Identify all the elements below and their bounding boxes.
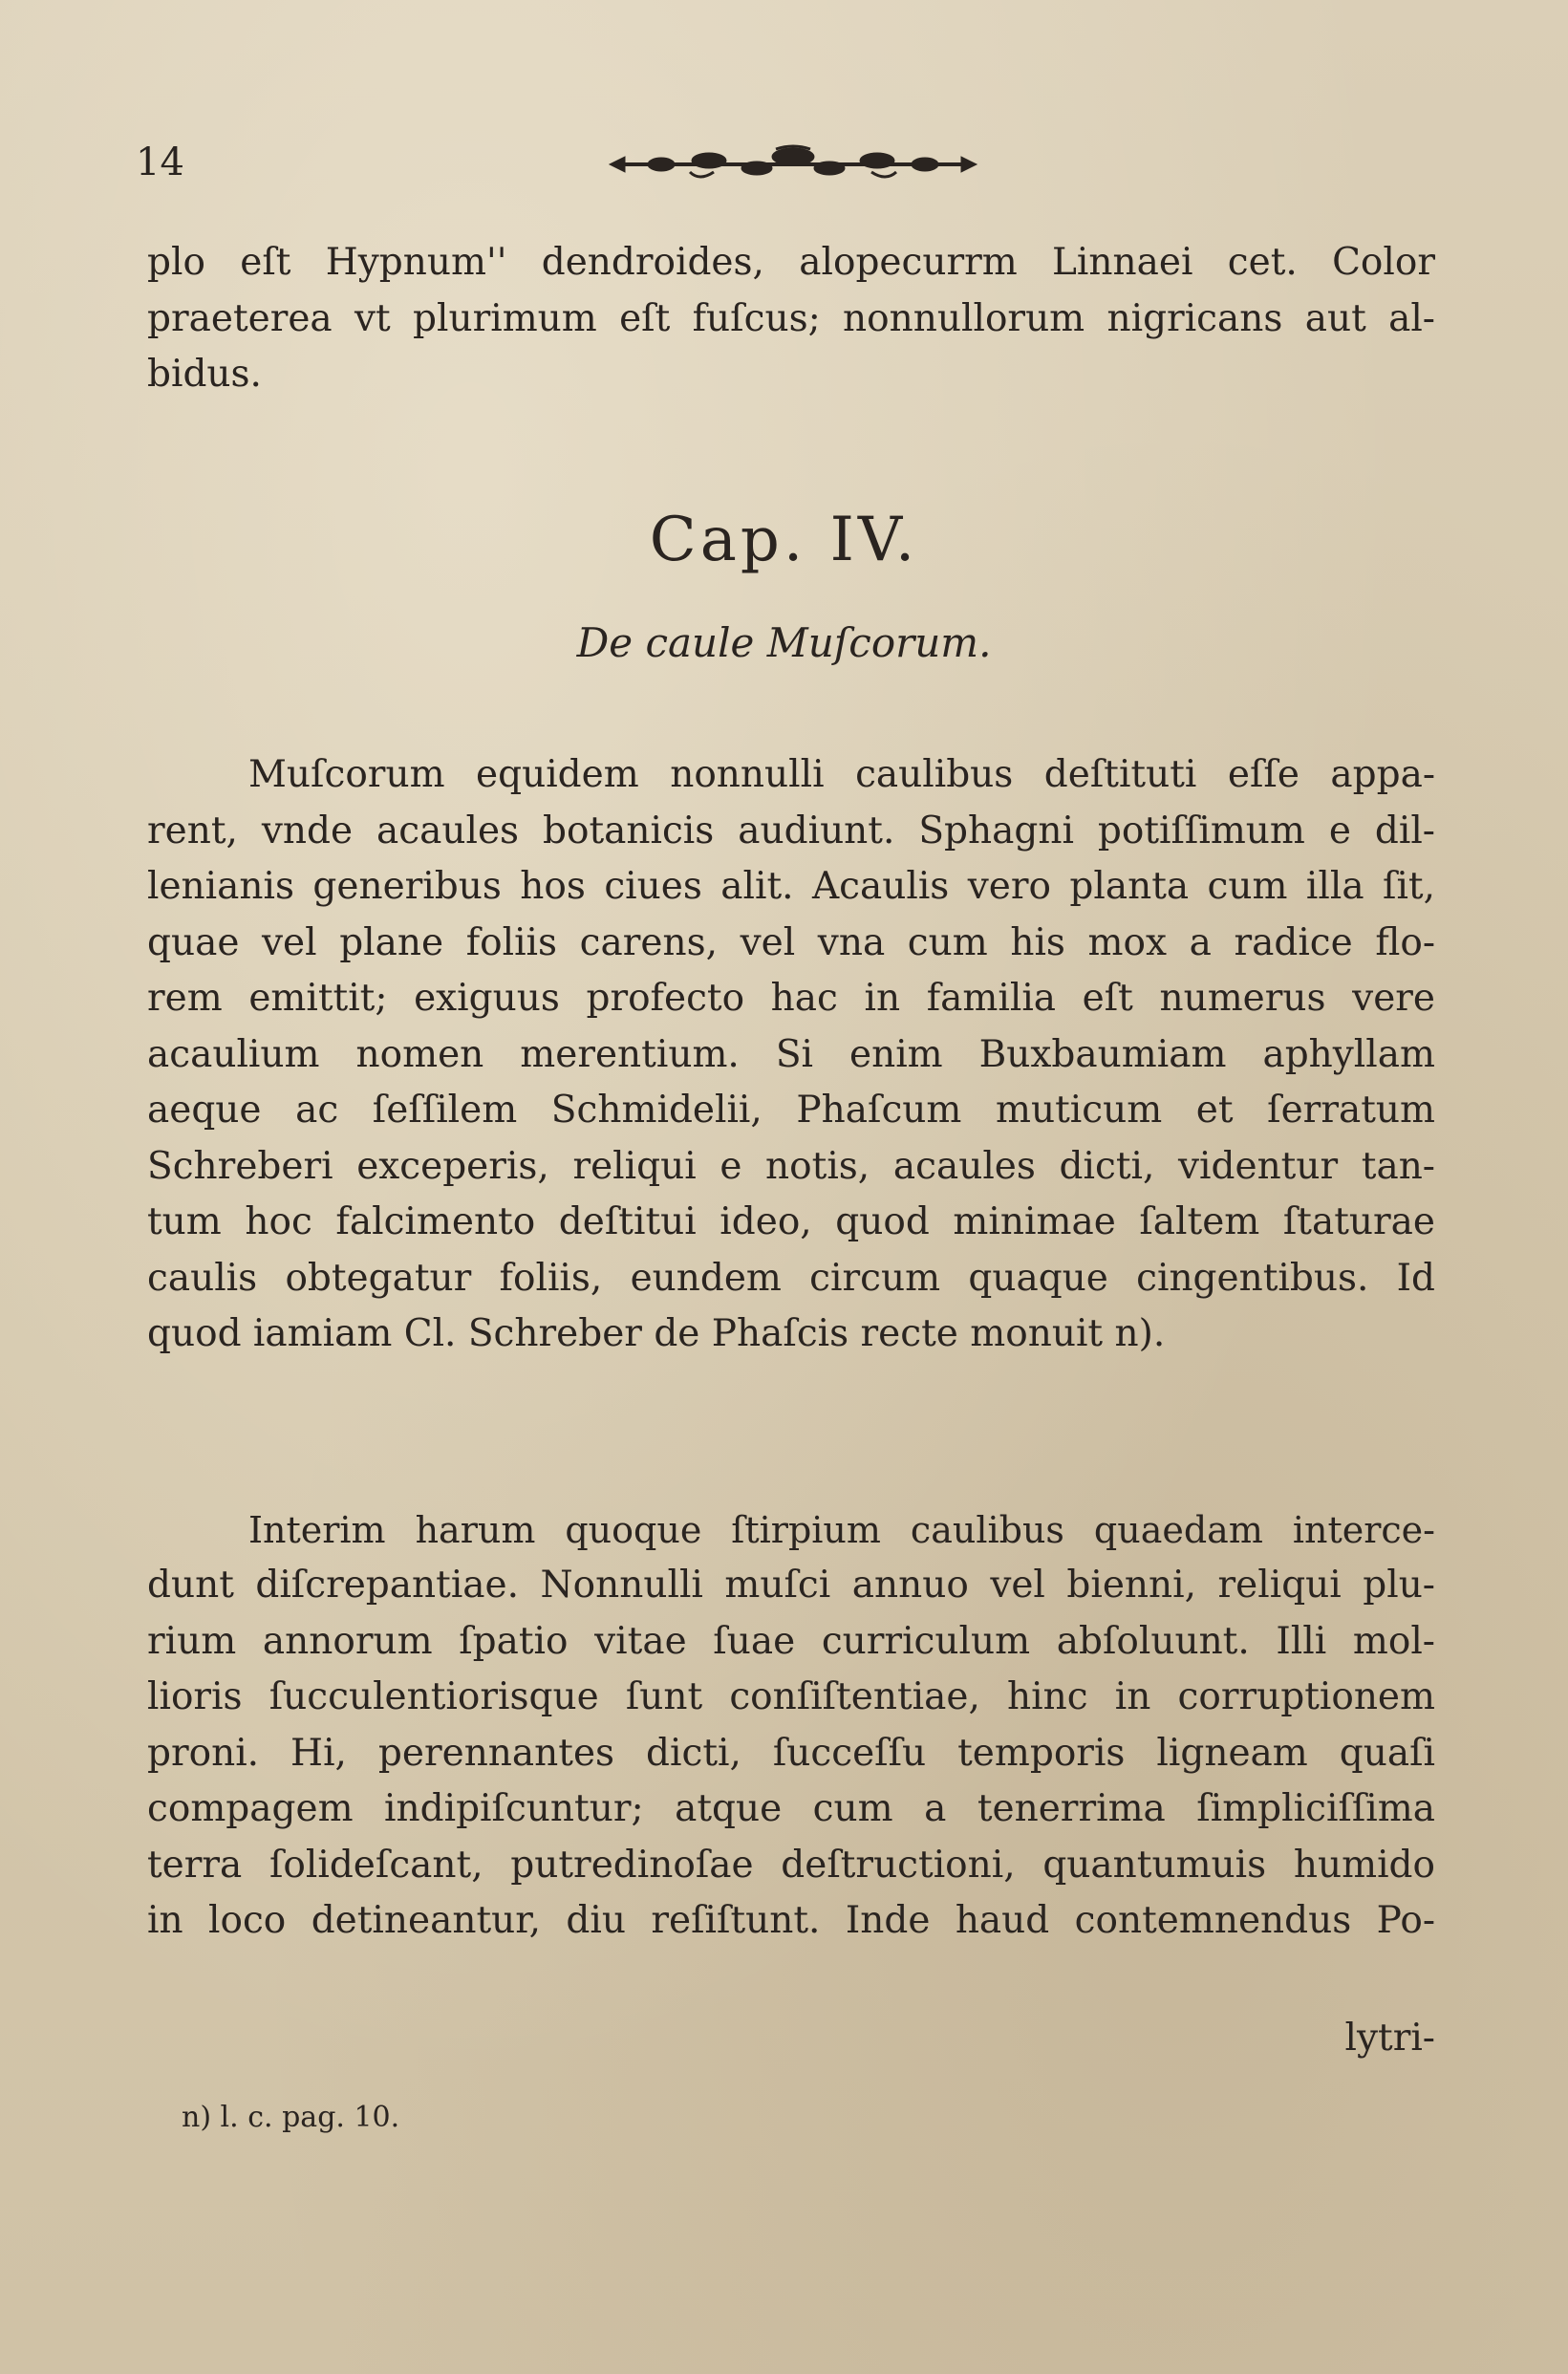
text-line: aeque ac ſeſſilem Schmidelii, Phaſcum muticum et ſerratum: [147, 1089, 1435, 1132]
text-line: rem emittit; exiguus profecto hac in familia eſt numerus vere: [147, 977, 1435, 1020]
paragraph: [147, 1503, 1435, 1950]
text-line: terra ſolideſcant, putredinoſae deſtructioni, quantumuis humido: [147, 1843, 1435, 1887]
text-line: caulis obtegatur foliis, eundem circum quaque cingentibus. Id: [147, 1256, 1435, 1300]
text-line: tum hoc falcimento deſtitui ideo, quod minimae ſaltem ſtaturae: [147, 1200, 1435, 1243]
text-line: lenianis generibus hos ciues alit. Acaulis vero planta cum illa ſit,: [147, 865, 1435, 908]
catchword: lytri-: [1344, 2017, 1435, 2060]
text-line: rent, vnde acaules botanicis audiunt. Sphagni potiſſimum e dil-: [147, 809, 1435, 852]
text-line: acaulium nomen merentium. Si enim Buxbaumiam aphyllam: [147, 1032, 1435, 1076]
header-ornament-icon: [604, 143, 982, 185]
chapter-subtitle: De caule Muſcorum.: [576, 619, 992, 666]
text-line: Muſcorum equidem nonnulli caulibus deſtituti eſſe appa-: [248, 753, 1435, 796]
text-line: in loco detineantur, diu reſiſtunt. Inde haud contemnendus Po-: [147, 1899, 1435, 1942]
text-line: quae vel plane foliis carens, vel vna cum his mox a radice flo-: [147, 920, 1435, 964]
text-line: quod iamiam Cl. Schreber de Phaſcis recte monuit n).: [147, 1312, 1166, 1355]
text-line: Schreberi exceperis, reliqui e notis, acaules dicti, videntur tan-: [147, 1144, 1435, 1188]
text-line: dunt diſcrepantiae. Nonnulli muſci annuo vel bienni, reliqui plu-: [147, 1564, 1435, 1607]
paragraph: [147, 747, 1435, 1363]
footnote: n) l. c. pag. 10.: [182, 2101, 400, 2134]
chapter-title: Cap. IV.: [649, 505, 919, 575]
text-line: rium annorum ſpatio vitae ſuae curriculum abſoluunt. Illi mol-: [147, 1619, 1435, 1663]
intro-paragraph: [147, 235, 1435, 403]
text-line: Interim harum quoque ſtirpium caulibus quaedam interce-: [248, 1509, 1435, 1551]
page-number: 14: [136, 140, 184, 184]
text-line: proni. Hi, perennantes dicti, ſucceſſu temporis ligneam quaſi: [147, 1731, 1435, 1775]
text-line: lioris ſucculentiorisque ſunt conſiſtentiae, hinc in corruptionem: [147, 1675, 1435, 1718]
text-line: bidus.: [147, 353, 262, 396]
text-line: compagem indipiſcuntur; atque cum a tenerrima ſimpliciſſima: [147, 1787, 1435, 1830]
text-line: praeterea vt plurimum eſt fuſcus; nonnullorum nigricans aut al-: [147, 296, 1435, 340]
text-line: plo eſt Hypnum'' dendroides, alopecurrm Linnaei cet. Color: [147, 241, 1435, 284]
